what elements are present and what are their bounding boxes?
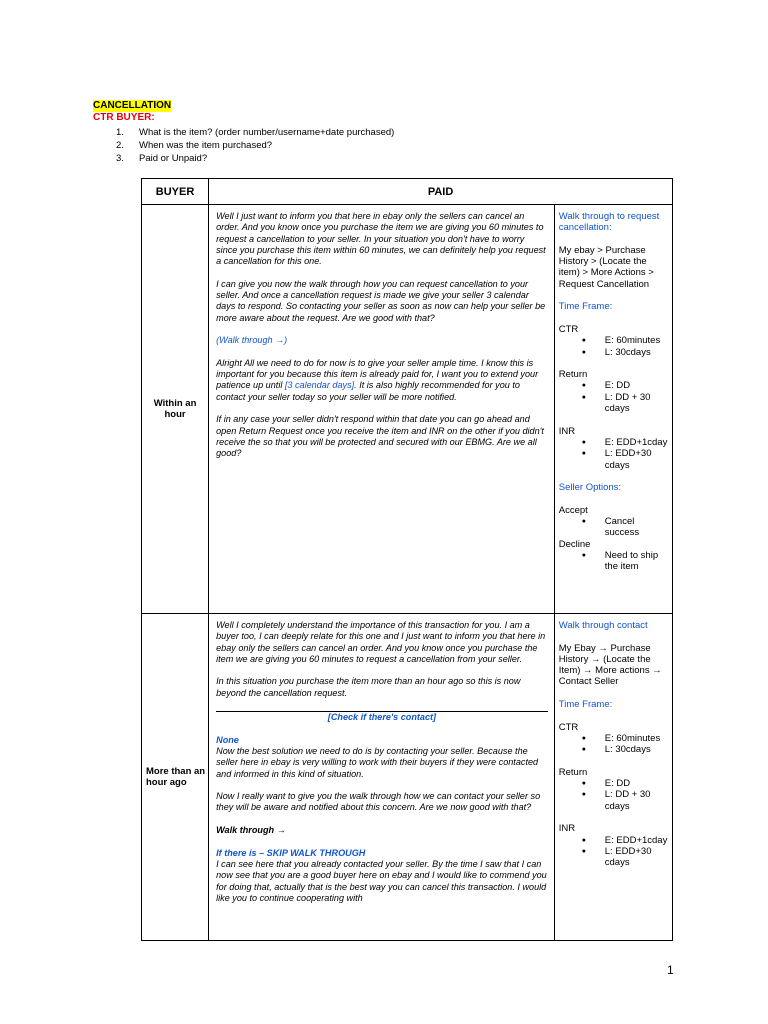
walk-through-link[interactable]: (Walk through →) — [216, 335, 288, 346]
question-item — [116, 126, 394, 139]
list-item: ● L: 30cdays — [559, 347, 668, 358]
question-text: When was the item purchased? — [139, 140, 273, 151]
question-text: What is the item? (order number/username+date purchased) — [139, 127, 395, 138]
navigation-path: My ebay > Purchase History > (Locate the item) > More Actions > Request Cancellation — [558, 244, 654, 290]
inr-list — [559, 437, 668, 471]
script-text: . It is also highly recommended for you to contact your seller today so your seller will be more notified. — [216, 380, 520, 402]
list-item: ● L: DD + 30 cdays — [559, 392, 668, 415]
ctr-list — [559, 335, 668, 358]
return-list — [559, 380, 668, 414]
question-item — [116, 139, 394, 152]
script-paragraph: In this situation you purchase the item more than an hour ago so this is now beyond the cancellation request. — [216, 676, 521, 698]
walk-through-link[interactable]: Walk through → — [216, 825, 286, 836]
script-paragraph: I can give you now the walk through how you can request cancellation to your seller. And once a cancellation request is made we give your seller 3 calendar days to respond. So contacting your seller as soon as now can help your seller be more aware about the request. Are we good with that? — [216, 278, 546, 323]
header-buyer: BUYER — [142, 179, 209, 205]
accept-list — [559, 516, 668, 539]
question-number: 1. — [116, 127, 124, 138]
list-item: ● E: 60minutes — [559, 733, 668, 744]
seller-options-title: Seller Options: — [558, 482, 622, 494]
question-item — [116, 152, 394, 165]
navigation-path: My Ebay → Purchase History → (Locate the Item) → More actions → Contact Seller — [558, 642, 662, 688]
accept-label: Accept — [558, 504, 588, 516]
question-number: 2. — [116, 140, 124, 151]
script-paragraph: If in any case your seller didn't respond within that date you can go ahead and open Return Request once you receive the item and INR on the other if you didn't receive the so that you will be protected and secured with our EBMG. Are we all good? — [216, 414, 544, 459]
list-item: ● L: DD + 30 cdays — [559, 789, 668, 812]
check-contact-note: [Check if there's contact] — [327, 712, 437, 723]
decline-label: Decline — [558, 538, 591, 550]
inr-label: INR — [558, 425, 576, 437]
skip-walk-through-label: If there is – SKIP WALK THROUGH — [216, 847, 366, 858]
table-row — [142, 205, 673, 614]
table-row — [142, 614, 673, 941]
question-number: 3. — [116, 153, 124, 164]
calendar-days-highlight: [3 calendar days] — [284, 380, 355, 391]
inr-label: INR — [558, 823, 576, 835]
list-item: ● E: 60minutes — [559, 335, 668, 346]
script-paragraph: Well I completely understand the importance of this transaction for you. I am a buyer too, I can deeply relate for this one and I just want to inform you that here in ebay only the sellers can cancel an order. And you know once you purchase the item we are giving you 60 minutes to request a cancellation from your seller. — [216, 620, 546, 664]
table-header-row — [142, 179, 673, 205]
list-item: ● E: EDD+1cday — [559, 835, 668, 846]
row-label-within-hour: Within an hour — [142, 205, 209, 614]
walk-through-title: Walk through contact — [558, 620, 648, 631]
none-label: None — [216, 734, 239, 745]
list-item: ● L: EDD+30 cdays — [559, 448, 668, 471]
list-item: ● L: EDD+30 cdays — [559, 846, 668, 869]
return-label: Return — [558, 766, 588, 778]
decline-list — [559, 550, 668, 573]
side-notes-cell — [554, 614, 672, 941]
script-cell — [209, 614, 555, 941]
script-paragraph: Well I just want to inform you that here in ebay only the sellers can cancel an order. And you know once you purchase the item we are giving you 60 minutes to request a cancellation to your seller. In your situation you don't have to worry since you purchase this item within 60 minutes, we can definitely help you request a cancellation for this one. — [216, 211, 546, 267]
page-number: 1 — [667, 963, 674, 977]
question-text: Paid or Unpaid? — [139, 153, 208, 164]
script-cell — [209, 205, 555, 614]
list-item: ● Cancel success — [559, 516, 668, 539]
ctr-list — [559, 733, 668, 756]
inr-list — [559, 835, 668, 869]
script-table — [141, 178, 673, 941]
time-frame-title: Time Frame: — [558, 699, 613, 711]
script-paragraph — [216, 358, 548, 403]
time-frame-title: Time Frame: — [558, 301, 613, 313]
ctr-label: CTR — [558, 721, 579, 733]
script-paragraph: I can see here that you already contacted your seller. By the time I saw that I can now see that you are a good buyer here on ebay and I would like to commend you for doing that, actually that is the best way you can cancel this transaction. I would like you to continue cooperating with — [216, 858, 547, 903]
question-list — [116, 126, 394, 165]
side-notes-cell — [554, 205, 672, 614]
list-item: ● L: 30cdays — [559, 744, 668, 755]
return-label: Return — [558, 369, 588, 381]
ctr-label: CTR — [558, 323, 579, 335]
header-paid: PAID — [209, 179, 673, 205]
list-item: ● Need to ship the item — [559, 550, 668, 573]
walk-through-title: Walk through to request cancellation: — [558, 211, 660, 234]
row-label-more-than-hour: More than an hour ago — [142, 614, 209, 941]
document-title: CANCELLATION — [93, 100, 172, 111]
script-text: Alright All we need to do for now is to give your seller ample time. I know this is important for you because this item is already paid for, I want you to extend your patience up until — [216, 357, 539, 391]
document-subtitle: CTR BUYER: — [93, 112, 155, 123]
script-paragraph: Now I really want to give you the walk through how we can contact your seller so they will be aware and notified about this concern. Are we now good with that? — [216, 791, 541, 813]
list-item: ● E: DD — [559, 778, 668, 789]
script-paragraph: Now the best solution we need to do is by contacting your seller. Because the seller here in ebay is very willing to work with their buyers if they were contacted and informed in this kind of situation. — [216, 745, 539, 779]
list-item: ● E: DD — [559, 380, 668, 391]
return-list — [559, 778, 668, 812]
list-item: ● E: EDD+1cday — [559, 437, 668, 448]
